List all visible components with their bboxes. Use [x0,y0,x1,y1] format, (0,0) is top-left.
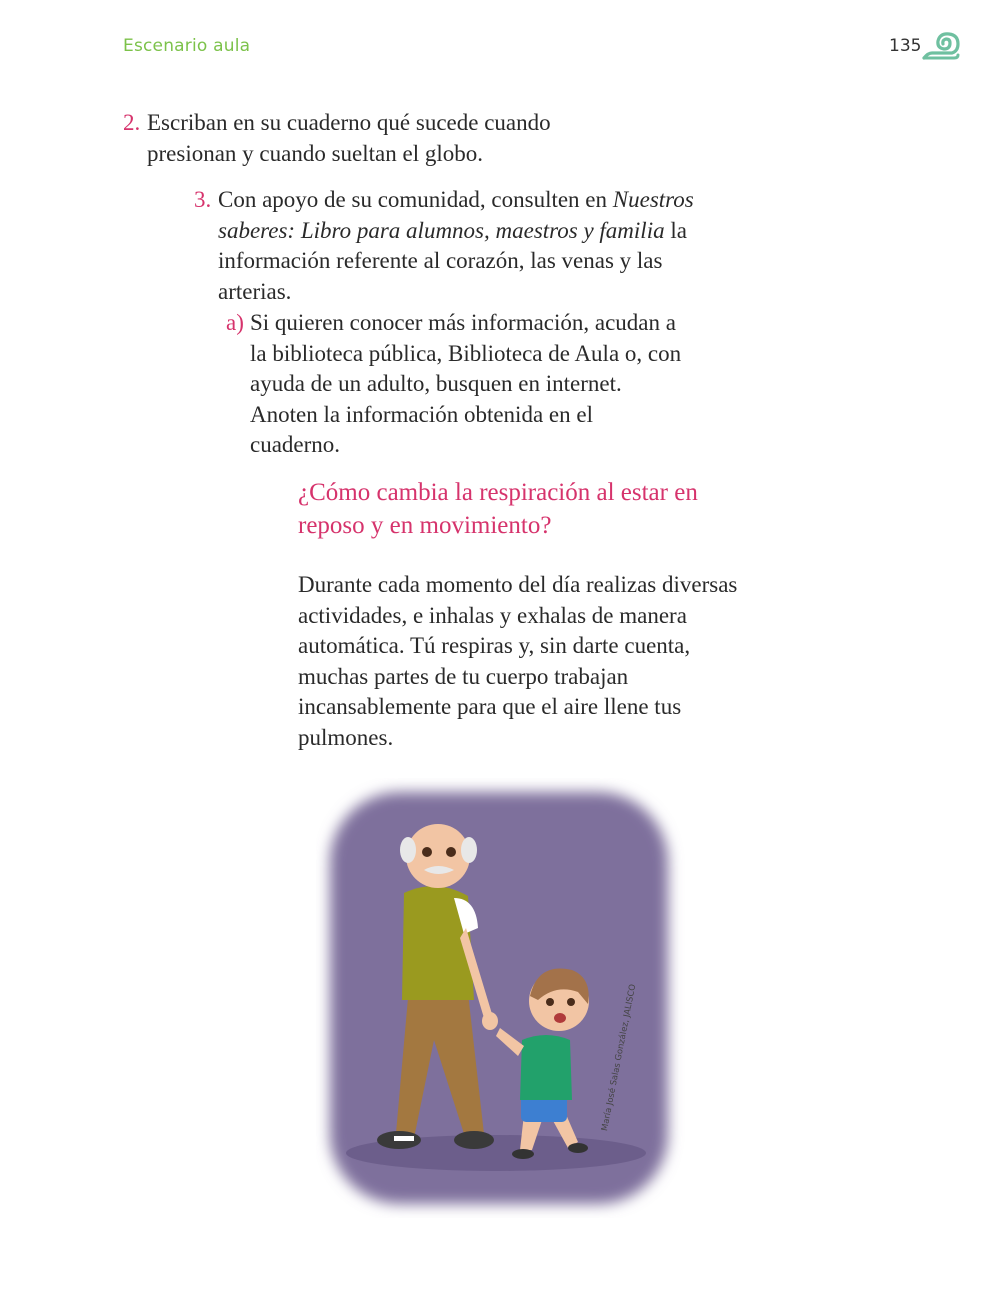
page-number: 135 [889,36,922,56]
body-paragraph: Durante cada momento del día realizas diversas actividades, e inhalas y exhalas de manera automática. Tú respiras y, sin darte cuenta, muchas partes de tu cuerpo trabajan incansablemente para que el aire llene tus pulmones. [298,572,738,750]
item-text: Escriban en su cuaderno qué sucede cuando presionan y cuando sueltan el globo. [147,110,551,166]
section-question-heading: ¿Cómo cambia la respiración al estar en reposo y en movimiento? [298,479,698,539]
item-text [218,185,694,307]
list-item-2 [123,108,563,169]
item-letter: a) [226,310,244,335]
item-text-before: Con apoyo de su comunidad, consulten en [218,187,613,212]
item-text: Si quieren conocer más información, acudan a la biblioteca pública, Biblioteca de Aula o, con ayuda de un adulto, busquen en internet. Anoten la información obtenida en el cuaderno. [250,310,682,457]
snail-spiral-icon [922,31,960,61]
item-number: 3. [194,187,212,212]
section-title: Escenario aula [123,36,251,56]
illustration-credit: María José Salas González, JALISCO [600,983,639,1132]
list-item-3a [226,308,686,461]
item-number: 2. [123,110,141,135]
item-text-after: la información referente al corazón, las venas y las arterias. [218,217,687,304]
list-item-3 [194,185,694,307]
book-title: Nuestros saberes: Libro para alumnos, maestros y familia [218,187,694,243]
